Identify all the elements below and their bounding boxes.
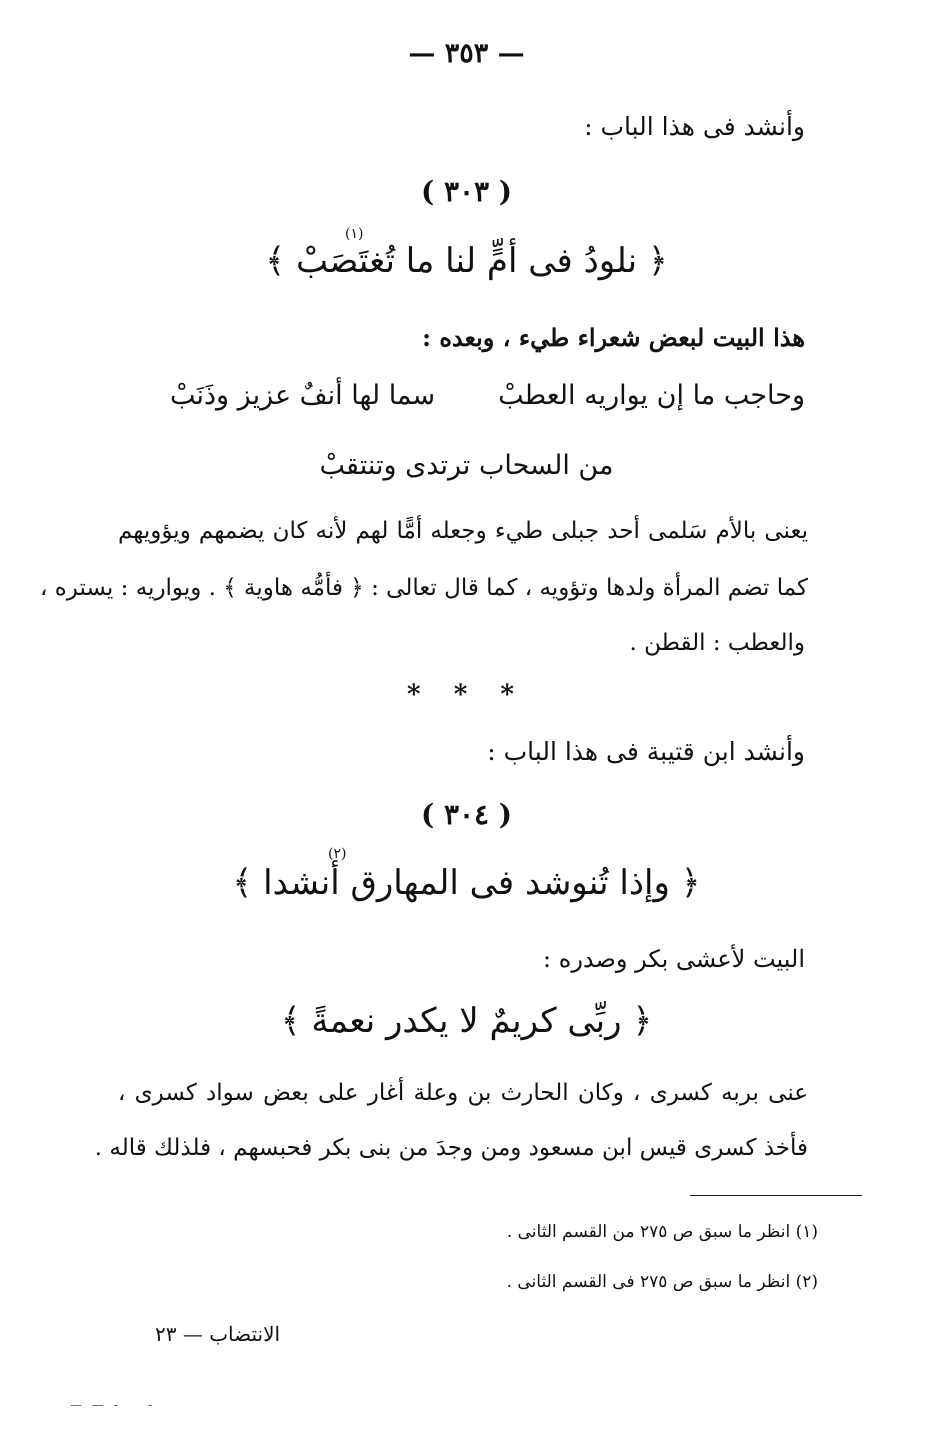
page-number: — ٣٥٣ — bbox=[408, 38, 525, 69]
explanation-1-line-2: كما تضم المرأة ولدها وتؤويه ، كما قال تعالى : ﴿ فأمُّه هاوية ﴾ . ويواريه : يستره ، bbox=[40, 575, 808, 601]
footnote-marker-2: (٢) bbox=[328, 846, 347, 862]
poem-number-303: ( ٣٠٣ ) bbox=[420, 175, 513, 208]
verse-304-text: ﴿ وإذا تُنوشد فى المهارق أنشدا ﴾ bbox=[232, 863, 701, 903]
commentary-intro-2: البيت لأعشى بكر وصدره : bbox=[543, 945, 805, 973]
explanation-1-line-3: والعطب : القطن . bbox=[629, 630, 805, 656]
scan-marks: — — - - bbox=[70, 1398, 155, 1412]
hemistich-right: وحاجب ما إن يواريه العطبْ bbox=[498, 380, 805, 411]
section-separator: * * * bbox=[407, 680, 526, 710]
verse-continuation: من السحاب ترتدى وتنتقبْ bbox=[319, 450, 614, 481]
explanation-1-line-1: يعنى بالأم سَلمى أحد جبلى طيء وجعله أمًّا لهم لأنه كان يضمهم ويؤويهم bbox=[118, 518, 808, 544]
intro-line-1: وأنشد فى هذا الباب : bbox=[584, 112, 805, 141]
footnote-2: (٢) انظر ما سبق ص ٢٧٥ فى القسم الثانى . bbox=[506, 1272, 818, 1292]
explanation-2-line-1: عنى بربه كسرى ، وكان الحارث بن وعلة أغار على بعض سواد كسرى ، bbox=[118, 1080, 808, 1106]
footnote-1: (١) انظر ما سبق ص ٢٧٥ من القسم الثانى . bbox=[506, 1222, 818, 1242]
signature-mark: الانتضاب — ٢٣ bbox=[155, 1322, 281, 1346]
hemistich-left: سما لها أنفٌ عزيز وذَنَبْ bbox=[170, 380, 436, 411]
commentary-intro-1: هذا البيت لبعض شعراء طيء ، وبعده : bbox=[422, 323, 805, 352]
explanation-2-line-2: فأخذ كسرى قيس ابن مسعود ومن وجدَ من بنى بكر فحبسهم ، فلذلك قاله . bbox=[94, 1135, 808, 1161]
footnote-divider bbox=[690, 1195, 862, 1196]
verse-303-text: ﴿ نلودُ فى أمٍّ لنا ما تُغتَصَبْ ﴾ bbox=[265, 241, 668, 281]
verse-304 bbox=[0, 862, 933, 903]
footnote-marker-1: (١) bbox=[345, 226, 364, 242]
verse-303 bbox=[0, 240, 933, 281]
verse-304-sadr: ﴿ ربِّى كريمٌ لا يكدر نعمةً ﴾ bbox=[280, 1001, 653, 1041]
intro-line-2: وأنشد ابن قتيبة فى هذا الباب : bbox=[487, 737, 805, 766]
poem-number-304: ( ٣٠٤ ) bbox=[420, 798, 513, 831]
